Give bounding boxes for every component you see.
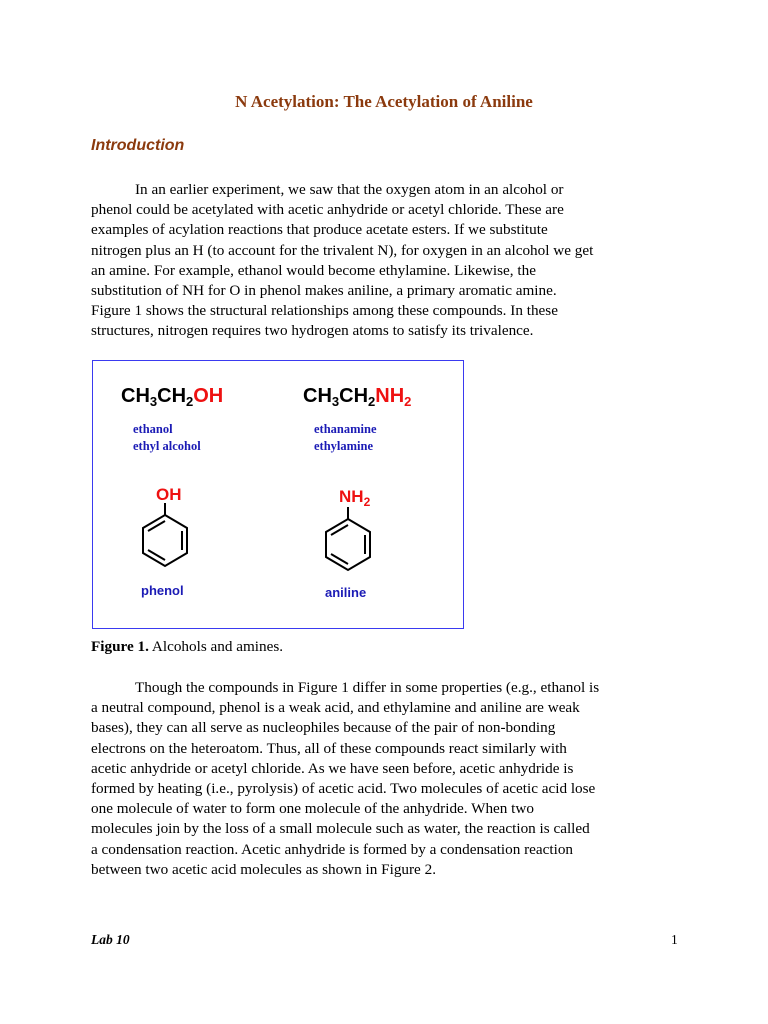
figure-caption xyxy=(91,638,283,656)
paragraph-line: formed by heating (i.e., pyrolysis) of acetic acid. Two molecules of acetic acid lose xyxy=(91,780,596,798)
aniline-benzene-ring xyxy=(320,507,376,577)
ethanamine-formula: $CH_3CH_2NH_2$ xyxy=(303,385,412,409)
paragraph-line: molecules join by the loss of a small molecule such as water, the reaction is called xyxy=(91,820,590,838)
ethanol-formula: $CH_3CH_2OH$ xyxy=(121,385,224,409)
paragraph-line: phenol could be acetylated with acetic anhydride or acetyl chloride. These are xyxy=(91,201,564,219)
caption-label: Figure 1. xyxy=(91,638,149,655)
paragraph-line: structures, nitrogen requires two hydrogen atoms to satisfy its trivalence. xyxy=(91,322,534,340)
paragraph-line: an amine. For example, ethanol would become ethylamine. Likewise, the xyxy=(91,261,536,279)
ethyl-alcohol-name: ethyl alcohol xyxy=(133,438,201,453)
phenol-oh-group: OH xyxy=(156,485,182,504)
paragraph-line: acetic anhydride or acetyl chloride. As we have seen before, acetic anhydride is xyxy=(91,759,574,777)
ethanol-name: ethanol xyxy=(133,422,173,436)
phenol-label: phenol xyxy=(141,583,184,598)
phenol-benzene-ring xyxy=(137,503,193,573)
paragraph-line: Figure 1 shows the structural relationships among these compounds. In these xyxy=(91,302,558,320)
aniline-label: aniline xyxy=(325,585,367,600)
paragraph-line: bases), they can all serve as nucleophiles because of the pair of non-bonding xyxy=(91,719,556,737)
footer-page-number: 1 xyxy=(671,932,678,947)
ethanamine-name: ethanamine xyxy=(314,422,377,436)
paragraph-line: one molecule of water to form one molecule of the anhydride. When two xyxy=(91,800,534,818)
caption-text: Alcohols and amines. xyxy=(148,638,284,655)
intro-paragraph xyxy=(91,180,687,342)
paragraph-line: a condensation reaction. Acetic anhydride is formed by a condensation reaction xyxy=(91,840,574,858)
body-paragraph xyxy=(91,678,687,880)
paragraph-line: between two acetic acid molecules as shown in Figure 2. xyxy=(91,860,436,878)
paragraph-line: In an earlier experiment, we saw that the oxygen atom in an alcohol or xyxy=(135,181,564,198)
footer-lab-label: Lab 10 xyxy=(91,932,130,947)
paragraph-line: substitution of NH for O in phenol makes aniline, a primary aromatic amine. xyxy=(91,282,557,300)
section-heading-introduction: Introduction xyxy=(91,137,185,154)
ethylamine-name: ethylamine xyxy=(314,438,374,453)
figure-1 xyxy=(92,360,464,629)
ethanamine-names xyxy=(314,421,377,454)
paragraph-line: nitrogen plus an H (to account for the trivalent N), for oxygen in an alcohol we get xyxy=(91,241,594,259)
document-title: N Acetylation: The Acetylation of Aniline xyxy=(235,92,533,111)
aniline-nh2-group: $NH_2$ xyxy=(339,487,371,509)
paragraph-line: examples of acylation reactions that produce acetate esters. If we substitute xyxy=(91,221,548,239)
paragraph-line: electrons on the heteroatom. Thus, all of these compounds react similarly with xyxy=(91,739,567,757)
ethanol-names xyxy=(133,421,201,454)
paragraph-line: Though the compounds in Figure 1 differ in some properties (e.g., ethanol is xyxy=(135,679,600,696)
paragraph-line: a neutral compound, phenol is a weak acid, and ethylamine and aniline are weak xyxy=(91,699,580,717)
